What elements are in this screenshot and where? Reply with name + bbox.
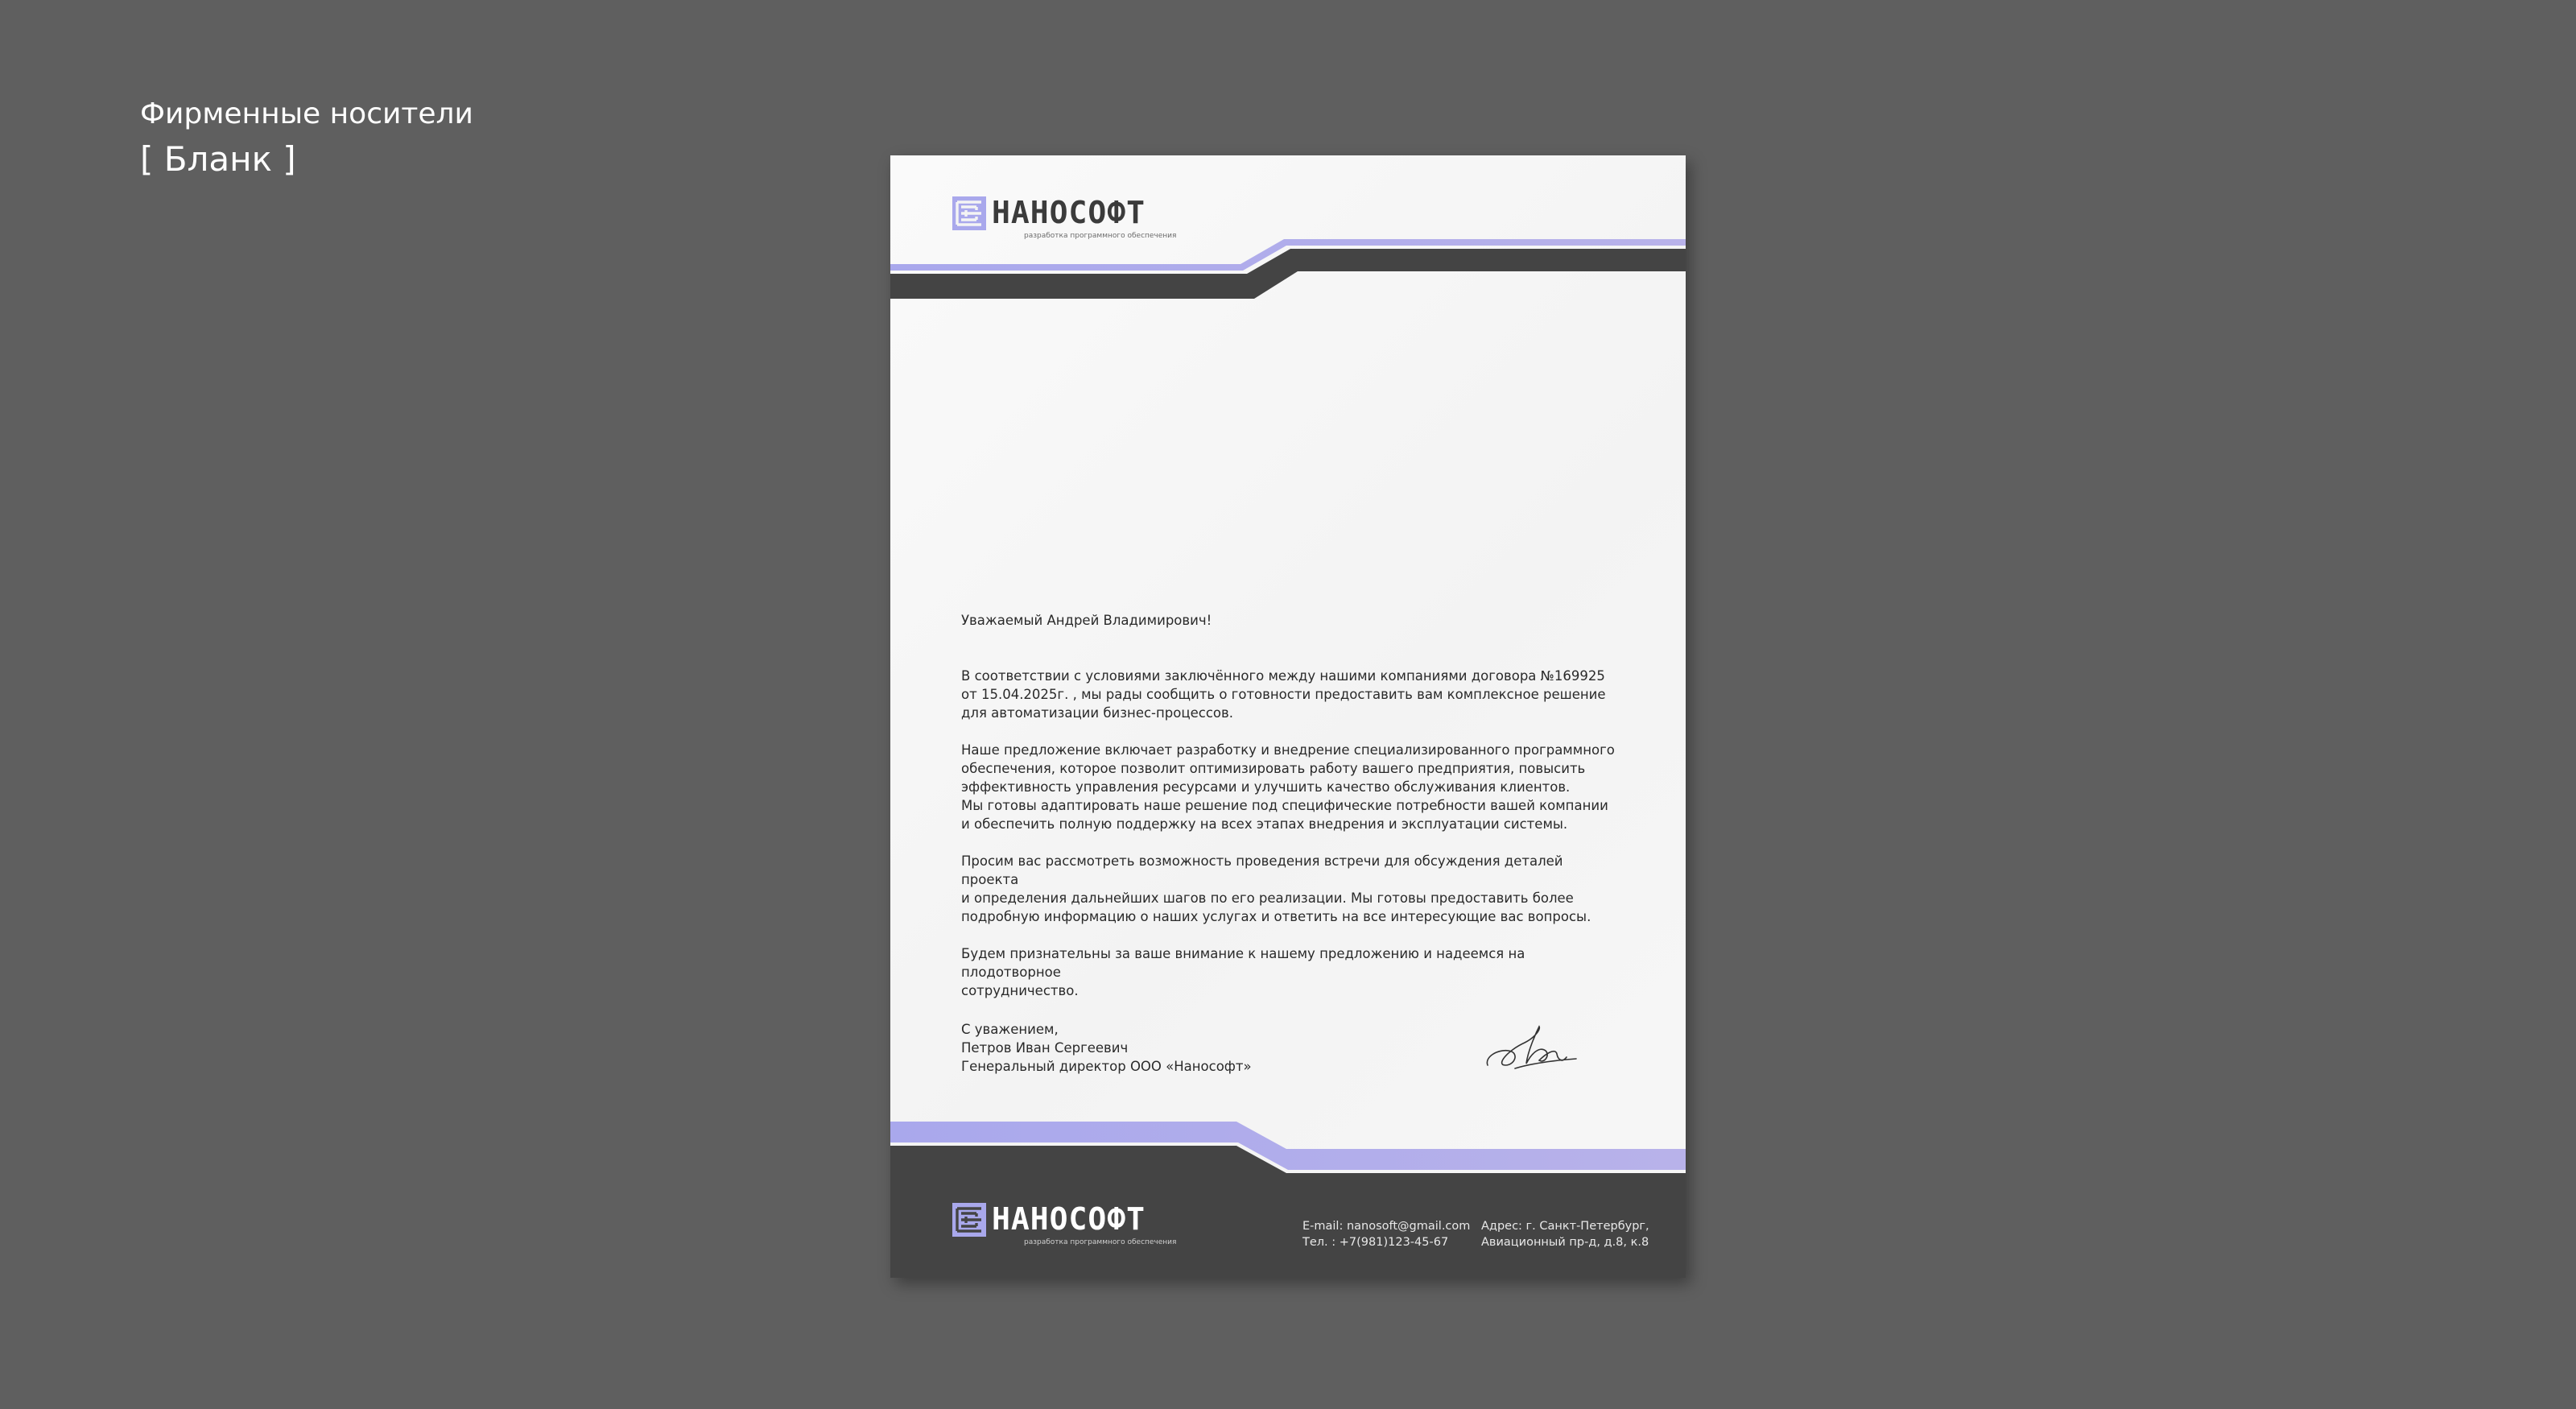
letter-closing [961,1020,1252,1076]
letter-line: обеспечения, которое позволит оптимизировать работу вашего предприятия, повысить [961,761,1586,776]
letter-greeting: Уважаемый Андрей Владимирович! [961,613,1212,628]
brand-tagline: разработка программного обеспечения [1024,232,1177,240]
footer-address-line-2: Авиационный пр-д, д.8, к.8 [1481,1236,1649,1249]
letter-body [961,611,1621,1019]
letter-paragraph-2 [961,741,1621,833]
letter-line: В соответствии с условиями заключённого между нашими компаниями договора №169925 [961,668,1605,684]
letter-line: и обеспечить полную поддержку на всех этапах внедрения и эксплуатации системы. [961,816,1568,832]
handwritten-signature [1483,1019,1579,1075]
header-logo [952,196,1176,241]
letter-line: от 15.04.2025г. , мы рады сообщить о готовности предоставить вам комплексное решение [961,687,1606,702]
letter-line: Просим вас рассмотреть возможность проведения встречи для обсуждения деталей проекта [961,853,1563,887]
letter-line: эффективность управления ресурсами и улучшить качество обслуживания клиентов. [961,779,1571,795]
letter-line: Наше предложение включает разработку и внедрение специализированного программного [961,742,1615,758]
letter-paragraph-3 [961,852,1621,926]
brand-tagline: разработка программного обеспечения [1024,1238,1177,1246]
heading-title: [ Бланк ] [140,139,296,179]
footer-address-line-1: Адрес: г. Санкт-Петербург, [1481,1220,1649,1233]
letter-paragraph-1 [961,667,1621,722]
letter-line: и определения дальнейших шагов по его реализации. Мы готовы предоставить более [961,890,1574,906]
letter-line: Мы готовы адаптировать наше решение под специфические потребности вашей компании [961,798,1608,813]
brand-name: НАНОСОФТ [992,1201,1146,1237]
footer-logo [952,1202,1176,1247]
brand-name: НАНОСОФТ [992,195,1146,230]
footer-contacts [1302,1218,1470,1250]
signer-name: Петров Иван Сергеевич [961,1040,1129,1056]
signer-title: Генеральный директор ООО «Нанософт» [961,1059,1252,1074]
letter-line: для автоматизации бизнес-процессов. [961,705,1233,721]
letter-line: подробную информацию о наших услугах и ответить на все интересующие вас вопросы. [961,909,1591,924]
nanosoft-logo-icon [952,196,987,231]
header-dark-stripe [890,249,1686,299]
letter-paragraph-4 [961,944,1621,1000]
footer-band [890,1122,1686,1278]
letter-line: Будем признательны за ваше внимание к нашему предложению и надеемся на плодотворное [961,946,1525,980]
closing-phrase: С уважением, [961,1022,1059,1037]
letter-line: сотрудничество. [961,983,1079,998]
nanosoft-logo-icon [952,1202,987,1238]
letterhead-sheet [890,155,1686,1278]
footer-phone: Тел. : +7(981)123-45-67 [1302,1236,1449,1249]
presentation-heading [140,95,473,184]
footer-address [1481,1218,1649,1250]
heading-subtitle: Фирменные носители [140,97,473,130]
footer-email: E-mail: nanosoft@gmail.com [1302,1220,1471,1233]
